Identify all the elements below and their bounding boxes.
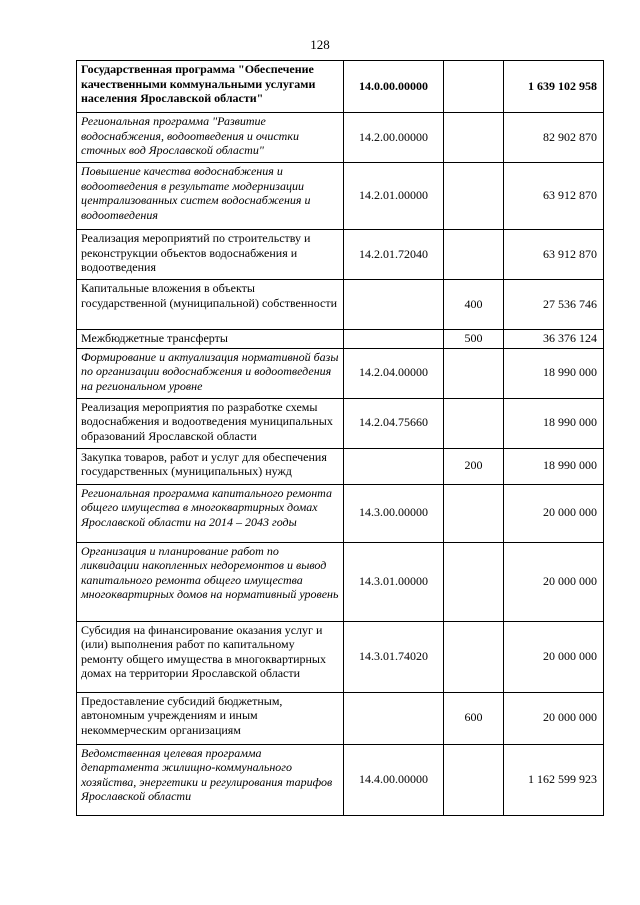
row-code-cell: 14.2.04.00000 [344,348,444,398]
row-name-cell: Реализация мероприятий по строительству и реконструкции объектов водоснабжения и водоотведения [77,230,344,280]
row-amount-cell: 1 639 102 958 [504,61,604,113]
row-amount-cell: 1 162 599 923 [504,744,604,815]
row-amount-cell: 63 912 870 [504,163,604,230]
row-expense-type-cell [444,398,504,448]
row-expense-type-cell [444,61,504,113]
row-amount-cell: 20 000 000 [504,542,604,621]
row-name-cell: Государственная программа "Обеспечение качественными коммунальными услугами населения Ярославской области" [77,61,344,113]
page-number: 128 [310,37,330,52]
row-expense-type-cell: 500 [444,330,504,349]
table-row [77,61,604,113]
row-code-cell: 14.0.00.00000 [344,61,444,113]
row-name-cell: Повышение качества водоснабжения и водоотведения в результате модернизации централизованных систем водоснабжения и водоотведения [77,163,344,230]
row-code-cell [344,330,444,349]
row-amount-cell: 27 536 746 [504,280,604,330]
budget-table [76,60,604,816]
row-expense-type-cell [444,744,504,815]
table-row [77,398,604,448]
row-expense-type-cell [444,163,504,230]
row-code-cell: 14.3.01.00000 [344,542,444,621]
table-row [77,348,604,398]
row-expense-type-cell [444,230,504,280]
row-code-cell [344,448,444,484]
row-amount-cell: 20 000 000 [504,621,604,692]
table-row [77,330,604,349]
row-expense-type-cell [444,484,504,542]
row-code-cell: 14.3.00.00000 [344,484,444,542]
row-amount-cell: 18 990 000 [504,448,604,484]
table-row [77,744,604,815]
row-name-cell: Формирование и актуализация нормативной базы по организации водоснабжения и водоотведения на региональном уровне [77,348,344,398]
row-amount-cell: 20 000 000 [504,692,604,744]
row-expense-type-cell [444,113,504,163]
row-expense-type-cell [444,621,504,692]
row-name-cell: Межбюджетные трансферты [77,330,344,349]
row-expense-type-cell: 600 [444,692,504,744]
row-amount-cell: 63 912 870 [504,230,604,280]
row-amount-cell: 20 000 000 [504,484,604,542]
row-name-cell: Предоставление субсидий бюджетным, автономным учреждениям и иным некоммерческим организациям [77,692,344,744]
table-row [77,692,604,744]
row-code-cell: 14.2.04.75660 [344,398,444,448]
row-code-cell [344,280,444,330]
table-row [77,448,604,484]
row-name-cell: Региональная программа "Развитие водоснабжения, водоотведения и очистки сточных вод Ярославской области" [77,113,344,163]
row-amount-cell: 18 990 000 [504,348,604,398]
row-amount-cell: 36 376 124 [504,330,604,349]
table-row [77,230,604,280]
row-name-cell: Организация и планирование работ по ликвидации накопленных недоремонтов и вывод капитального ремонта общего имущества многоквартирных домов на нормативный уровень [77,542,344,621]
row-name-cell: Субсидия на финансирование оказания услуг и (или) выполнения работ по капитальному ремонту общего имущества в многоквартирных домах на территории Ярославской области [77,621,344,692]
row-name-cell: Капитальные вложения в объекты государственной (муниципальной) собственности [77,280,344,330]
row-amount-cell: 18 990 000 [504,398,604,448]
row-amount-cell: 82 902 870 [504,113,604,163]
row-code-cell: 14.2.01.72040 [344,230,444,280]
table-row [77,621,604,692]
row-code-cell [344,692,444,744]
table-row [77,542,604,621]
table-row [77,113,604,163]
row-expense-type-cell: 200 [444,448,504,484]
row-name-cell: Региональная программа капитального ремонта общего имущества в многоквартирных домах Ярославской области на 2014 – 2043 годы [77,484,344,542]
row-code-cell: 14.2.00.00000 [344,113,444,163]
row-code-cell: 14.4.00.00000 [344,744,444,815]
table-row [77,484,604,542]
row-code-cell: 14.2.01.00000 [344,163,444,230]
table-row [77,280,604,330]
row-name-cell: Реализация мероприятия по разработке схемы водоснабжения и водоотведения муниципальных образований Ярославской области [77,398,344,448]
row-code-cell: 14.3.01.74020 [344,621,444,692]
row-name-cell: Закупка товаров, работ и услуг для обеспечения государственных (муниципальных) нужд [77,448,344,484]
row-expense-type-cell [444,542,504,621]
row-name-cell: Ведомственная целевая программа департамента жилищно-коммунального хозяйства, энергетики и регулирования тарифов Ярославской области [77,744,344,815]
budget-table-body [77,61,604,816]
table-row [77,163,604,230]
row-expense-type-cell [444,348,504,398]
row-expense-type-cell: 400 [444,280,504,330]
